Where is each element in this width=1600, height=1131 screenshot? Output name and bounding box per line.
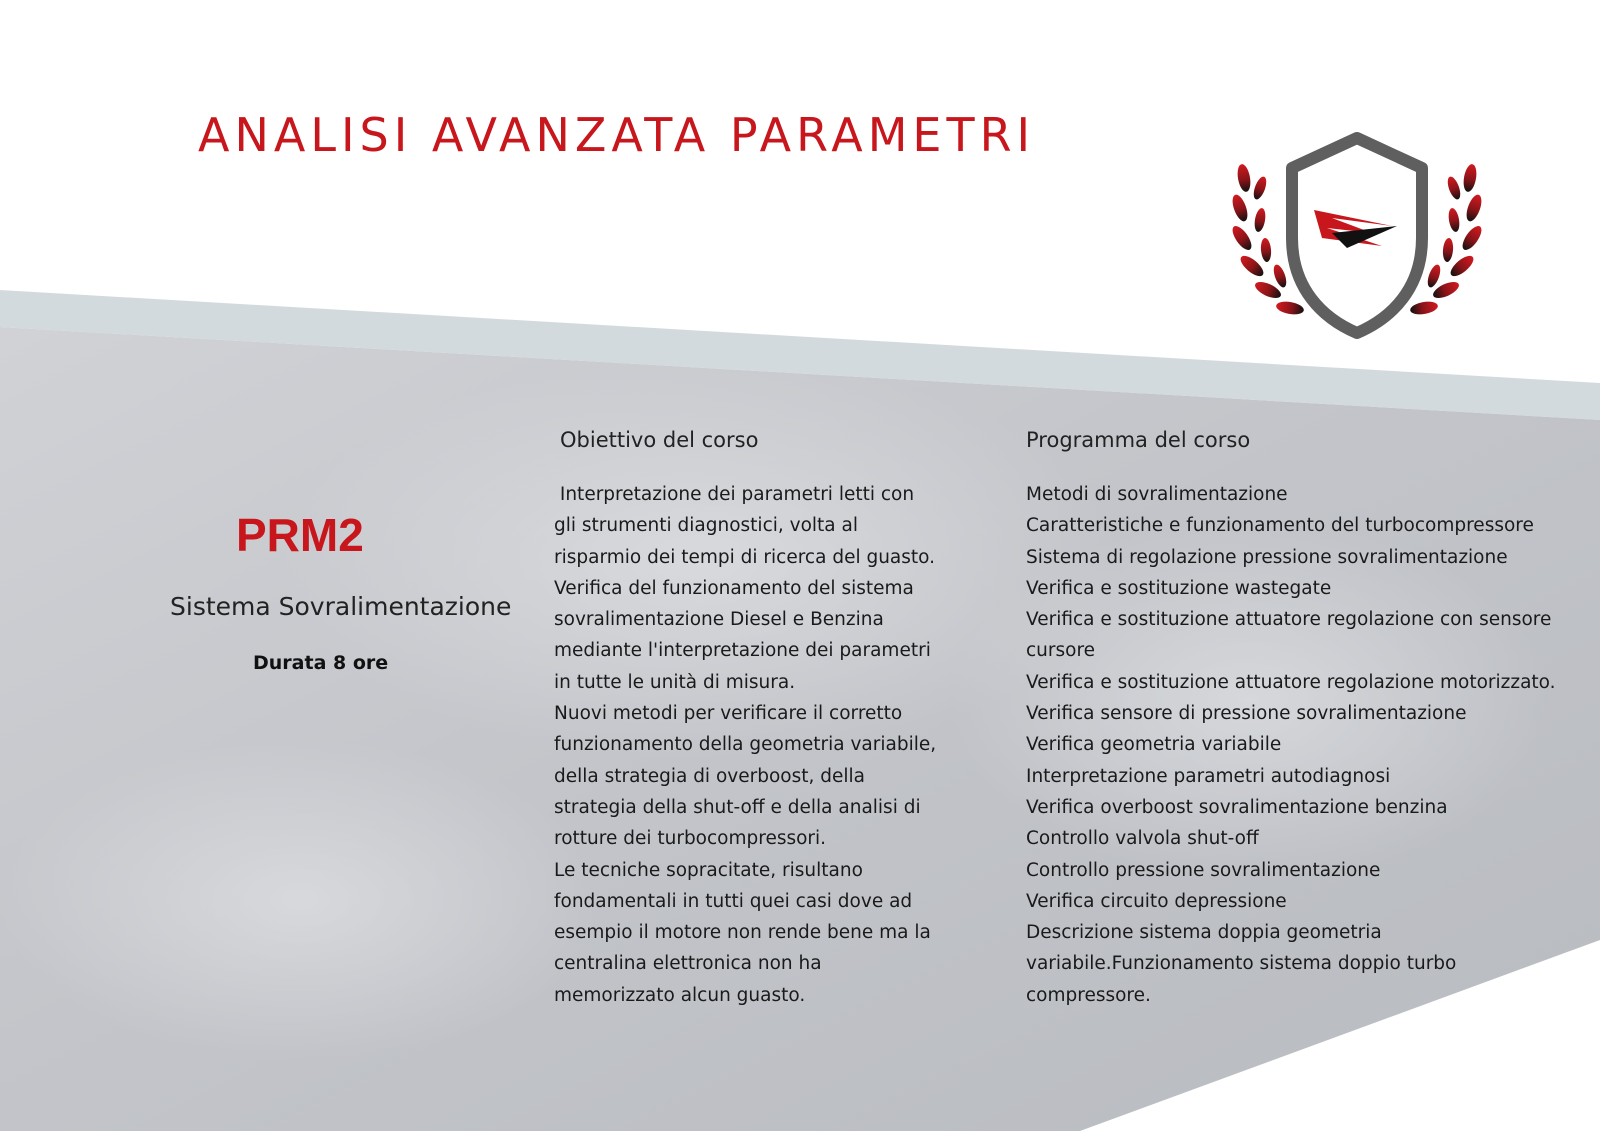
program-item: Verifica overboost sovralimentazione benzina [1026,796,1448,818]
program-item: Verifica geometria variabile [1026,734,1282,756]
program-list [1026,479,1556,1011]
program-item: Sistema di regolazione pressione sovralimentazione [1026,546,1508,568]
objective-line: Le tecniche sopracitate, risultano [554,859,863,881]
program-item: Caratteristiche e funzionamento del turbocompressore [1026,515,1534,537]
program-item: Verifica e sostituzione attuatore regolazione con sensore [1026,609,1552,631]
objective-line: gli strumenti diagnostici, volta al [554,515,858,537]
objective-line: Nuovi metodi per verificare il corretto [554,703,903,725]
page-title: ANALISI AVANZATA PARAMETRI [198,108,1036,162]
objective-line: in tutte le unità di misura. [554,671,796,693]
program-item: Verifica e sostituzione attuatore regolazione motorizzato. [1026,671,1556,693]
shield-laurel-logo [1232,128,1482,348]
program-heading: Programma del corso [1026,428,1251,452]
objective-line: sovralimentazione Diesel e Benzina [554,609,884,631]
objective-text [554,479,936,1011]
program-item: Verifica sensore di pressione sovralimentazione [1026,703,1467,725]
program-item: Interpretazione parametri autodiagnosi [1026,765,1391,787]
course-code: PRM2 [236,509,364,561]
program-item: Controllo valvola shut-off [1026,828,1259,850]
program-item: Controllo pressione sovralimentazione [1026,859,1381,881]
objective-line: funzionamento della geometria variabile, [554,734,937,756]
objective-line: della strategia di overboost, della [554,765,865,787]
objective-line: memorizzato alcun guasto. [554,984,806,1006]
course-duration: Durata 8 ore [253,652,389,674]
objective-line: centralina elettronica non ha [554,953,822,975]
objective-line: strategia della shut-off e della analisi di [554,796,921,818]
objective-line: esempio il motore non rende bene ma la [554,922,931,944]
objective-line: mediante l'interpretazione dei parametri [554,640,931,662]
objective-line: risparmio dei tempi di ricerca del guasto. [554,546,936,568]
program-item: compressore. [1026,984,1151,1006]
program-item: Verifica circuito depressione [1026,890,1287,912]
arrow-emblem [1314,210,1397,248]
objective-line: fondamentali in tutti quei casi dove ad [554,890,913,912]
objective-heading: Obiettivo del corso [560,428,759,452]
course-name: Sistema Sovralimentazione [170,592,512,621]
program-item: cursore [1026,640,1096,662]
program-item: variabile.Funzionamento sistema doppio turbo [1026,953,1457,975]
objective-line: rotture dei turbocompressori. [554,828,827,850]
program-item: Verifica e sostituzione wastegate [1026,577,1332,599]
program-item: Descrizione sistema doppia geometria [1026,922,1382,944]
objective-line: Interpretazione dei parametri letti con [554,484,915,505]
program-item: Metodi di sovralimentazione [1026,484,1288,505]
objective-line: Verifica del funzionamento del sistema [554,577,914,599]
